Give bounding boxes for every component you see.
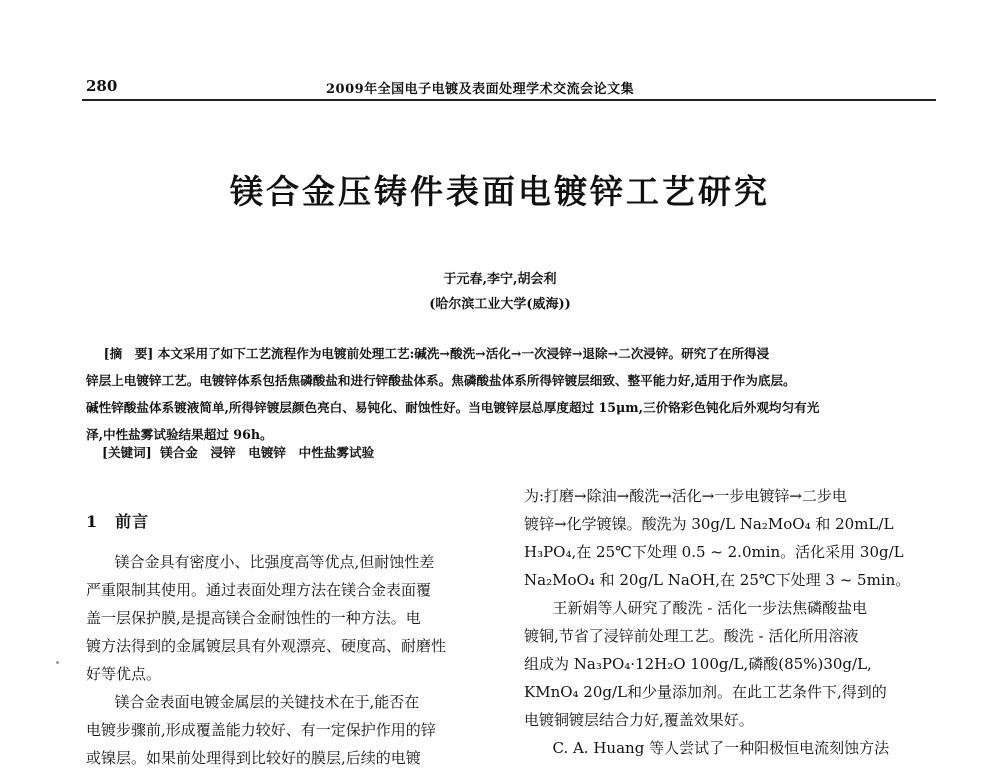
- text-line: 电镀步骤前,形成覆盖能力较好、有一定保护作用的锌: [86, 721, 436, 739]
- text-line: Na₂MoO₄ 和 20g/L NaOH,在 25℃下处理 3 ~ 5min。: [524, 571, 911, 589]
- abstract-line: 锌层上电镀锌工艺。电镀锌体系包括焦磷酸盐和进行锌酸盐体系。焦磷酸盐体系所得锌镀层细致、整平能力好,适用于作为底层。: [86, 373, 796, 388]
- text-line: 严重限制其使用。通过表面处理方法在镁合金表面覆: [86, 581, 432, 599]
- text-line: 王新娟等人研究了酸洗 - 活化一步法焦磷酸盐电: [552, 599, 868, 617]
- text-line: 镁合金具有密度小、比强度高等优点,但耐蚀性差: [114, 553, 435, 571]
- abstract-line: 泽,中性盐雾试验结果超过 96h。: [86, 427, 273, 442]
- paragraph: [86, 688, 496, 772]
- paper-title: 镁合金压铸件表面电镀锌工艺研究: [230, 172, 770, 211]
- text-line: 为:打磨→除油→酸洗→活化→一步电镀锌→二步电: [524, 487, 847, 505]
- left-column: [86, 492, 496, 772]
- page-number: 280: [86, 77, 118, 95]
- text-line: 镁合金表面电镀金属层的关键技术在于,能否在: [114, 693, 420, 711]
- text-line: H₃PO₄,在 25℃下处理 0.5 ~ 2.0min。活化采用 30g/L: [524, 543, 904, 561]
- text-line: 盖一层保护膜,是提高镁合金耐蚀性的一种方法。电: [86, 609, 421, 627]
- paragraph: [524, 482, 934, 594]
- abstract-line: [摘 要] 本文采用了如下工艺流程作为电镀前处理工艺:碱洗→酸洗→活化→一次浸锌→退除→二次浸锌。研究了在所得浸: [103, 346, 770, 361]
- text-line: C. A. Huang 等人尝试了一种阳极恒电流刻蚀方法: [552, 739, 890, 757]
- abstract: [86, 340, 936, 448]
- text-line: 或镍层。如果前处理得到比较好的膜层,后续的电镀: [86, 749, 421, 767]
- affiliation: (哈尔滨工业大学(威海)): [429, 297, 571, 312]
- text-line: 镀方法得到的金属镀层具有外观漂亮、硬度高、耐磨性: [86, 637, 447, 655]
- abstract-line: 碱性锌酸盐体系镀液简单,所得锌镀层颜色亮白、易钝化、耐蚀性好。当电镀锌层总厚度超过 15μm,三价铬彩色钝化后外观均匀有光: [86, 400, 820, 415]
- paragraph: [86, 548, 496, 688]
- keywords: [关键词] 镁合金 浸锌 电镀锌 中性盐雾试验: [102, 445, 375, 460]
- journal-title: 2009年全国电子电镀及表面处理学术交流会论文集: [326, 82, 635, 97]
- text-line: 好等优点。: [86, 665, 162, 683]
- text-line: 电镀铜镀层结合力好,覆盖效果好。: [524, 711, 754, 729]
- text-line: KMnO₄ 20g/L和少量添加剂。在此工艺条件下,得到的: [524, 683, 887, 701]
- section-heading: 1 前言: [86, 512, 150, 531]
- authors: 于元春,李宁,胡会利: [443, 272, 557, 287]
- right-column: [524, 482, 934, 762]
- text-line: 组成为 Na₃PO₄·12H₂O 100g/L,磷酸(85%)30g/L,: [524, 655, 872, 673]
- text-line: 镀铜,节省了浸锌前处理工艺。酸洗 - 活化所用溶液: [524, 627, 859, 645]
- header-divider: [82, 99, 936, 101]
- paragraph: [524, 594, 934, 734]
- paragraph: [524, 734, 934, 762]
- margin-mark: [56, 661, 59, 664]
- text-line: 镀锌→化学镀镍。酸洗为 30g/L Na₂MoO₄ 和 20mL/L: [524, 515, 894, 533]
